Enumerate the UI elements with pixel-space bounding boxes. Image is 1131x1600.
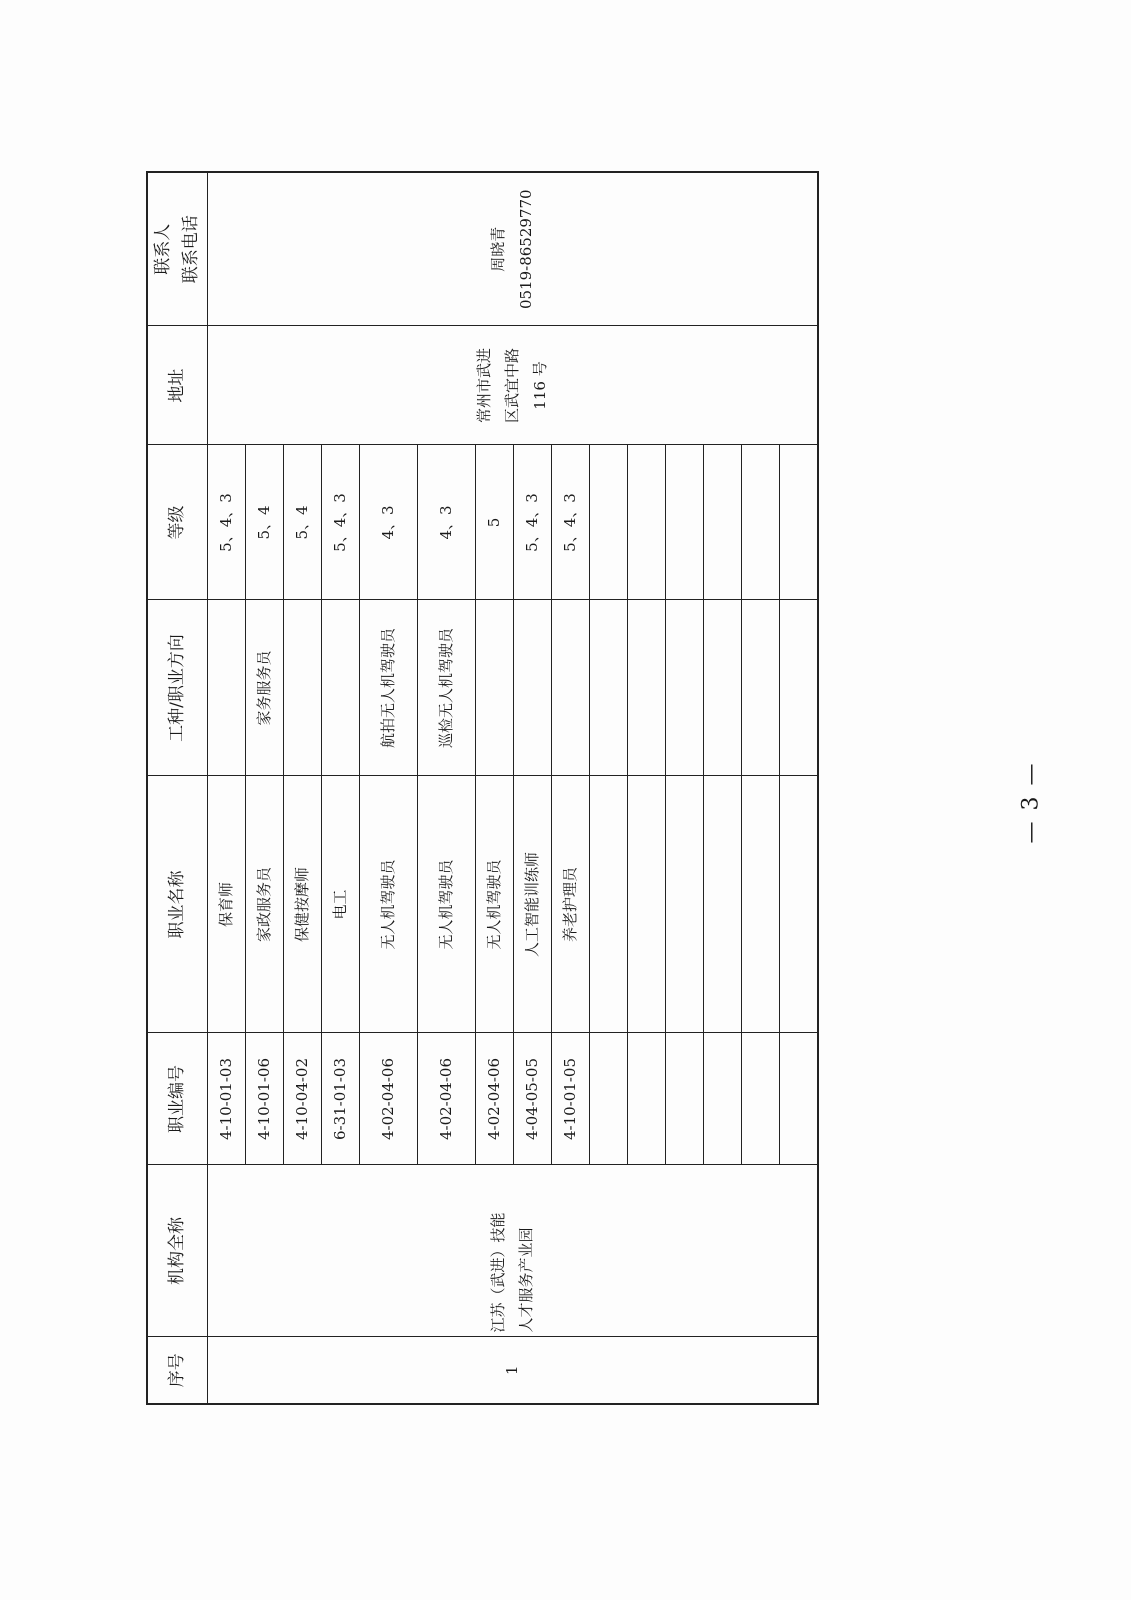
cell-name: 无人机驾驶员 (417, 776, 475, 1033)
address-line1: 常州市武进 (475, 348, 494, 424)
cell-direction (742, 600, 780, 776)
cell-direction (207, 600, 245, 776)
address-line3: 116 号 (531, 361, 550, 410)
cell-level (742, 445, 780, 600)
table-row (207, 172, 245, 1404)
cell-direction (283, 600, 321, 776)
cell-name (628, 776, 666, 1033)
cell-direction (628, 600, 666, 776)
header-name: 职业名称 (147, 776, 207, 1033)
cell-code: 4-10-01-05 (551, 1033, 589, 1165)
cell-name: 电工 (321, 776, 359, 1033)
cell-code (704, 1033, 742, 1165)
header-org: 机构全称 (147, 1165, 207, 1337)
cell-name: 家政服务员 (245, 776, 283, 1033)
cell-direction (513, 600, 551, 776)
page-number: — 3 — (1018, 761, 1044, 844)
header-address: 地址 (147, 326, 207, 445)
cell-level: 4、3 (417, 445, 475, 600)
rotated-table-page (146, 173, 819, 1405)
cell-level: 4、3 (359, 445, 417, 600)
org-name-line1: 江苏（武进）技能 (489, 1212, 508, 1333)
cell-direction (475, 600, 513, 776)
cell-level (666, 445, 704, 600)
cell-level: 5、4、3 (513, 445, 551, 600)
cell-code (780, 1033, 818, 1165)
cell-direction (551, 600, 589, 776)
cell-code: 4-10-01-03 (207, 1033, 245, 1165)
org-name (207, 1165, 818, 1337)
cell-level (628, 445, 666, 600)
cell-level: 5、4、3 (321, 445, 359, 600)
cell-name (780, 776, 818, 1033)
header-row (147, 172, 207, 1404)
org-seq: 1 (207, 1337, 818, 1404)
cell-level: 5、4 (283, 445, 321, 600)
org-contact (207, 172, 818, 326)
cell-name: 保育师 (207, 776, 245, 1033)
cell-name (704, 776, 742, 1033)
org-address (207, 326, 818, 445)
cell-name (742, 776, 780, 1033)
cell-code: 6-31-01-03 (321, 1033, 359, 1165)
header-code: 职业编号 (147, 1033, 207, 1165)
header-direction: 工种/职业方向 (147, 600, 207, 776)
contact-phone: 0519-86529770 (517, 189, 536, 310)
cell-direction: 航拍无人机驾驶员 (359, 600, 417, 776)
cell-code (666, 1033, 704, 1165)
cell-code (628, 1033, 666, 1165)
cell-direction (704, 600, 742, 776)
cell-direction: 巡检无人机驾驶员 (417, 600, 475, 776)
address-line2: 区武宜中路 (503, 348, 522, 424)
cell-name (590, 776, 628, 1033)
cell-level: 5、4、3 (207, 445, 245, 600)
cell-code (590, 1033, 628, 1165)
cell-direction (666, 600, 704, 776)
cell-level (704, 445, 742, 600)
cell-direction (321, 600, 359, 776)
cell-name: 无人机驾驶员 (475, 776, 513, 1033)
cell-name (666, 776, 704, 1033)
cell-level: 5、4、3 (551, 445, 589, 600)
cell-code: 4-02-04-06 (359, 1033, 417, 1165)
contact-name: 周晓青 (489, 226, 508, 272)
header-contact (147, 172, 207, 326)
cell-name: 保健按摩师 (283, 776, 321, 1033)
cell-code: 4-10-04-02 (283, 1033, 321, 1165)
header-contact-line2: 联系电话 (181, 215, 202, 284)
cell-direction (590, 600, 628, 776)
cell-code: 4-02-04-06 (417, 1033, 475, 1165)
institution-table (146, 171, 819, 1405)
cell-code: 4-04-05-05 (513, 1033, 551, 1165)
cell-level (590, 445, 628, 600)
cell-direction (780, 600, 818, 776)
header-level: 等级 (147, 445, 207, 600)
cell-name: 养老护理员 (551, 776, 589, 1033)
cell-level (780, 445, 818, 600)
cell-code (742, 1033, 780, 1165)
cell-code: 4-10-01-06 (245, 1033, 283, 1165)
cell-name: 人工智能训练师 (513, 776, 551, 1033)
header-seq: 序号 (147, 1337, 207, 1404)
cell-code: 4-02-04-06 (475, 1033, 513, 1165)
cell-name: 无人机驾驶员 (359, 776, 417, 1033)
cell-direction: 家务服务员 (245, 600, 283, 776)
org-name-line2: 人才服务产业园 (517, 1227, 536, 1333)
cell-level: 5 (475, 445, 513, 600)
header-contact-line1: 联系人 (153, 223, 174, 275)
cell-level: 5、4 (245, 445, 283, 600)
